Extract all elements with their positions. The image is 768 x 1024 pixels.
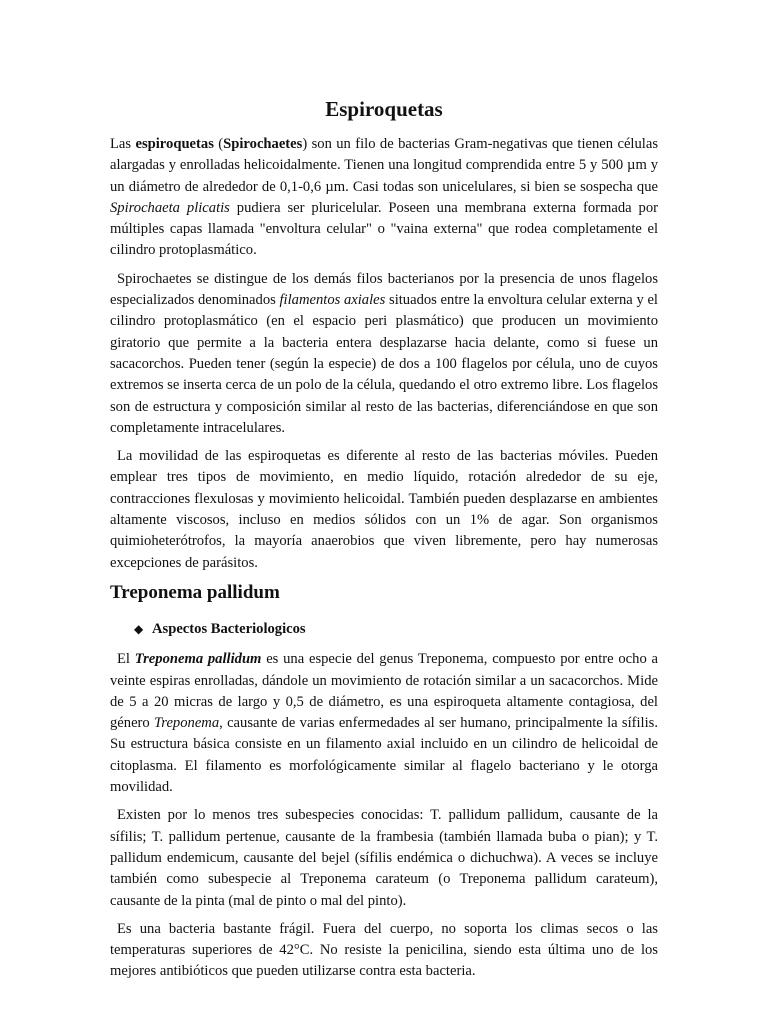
paragraph-fragility [110, 919, 658, 983]
italic-term: Treponema [154, 715, 220, 732]
text-run: pudiera ser pluricelular. Poseen una membrana externa formada por múltiples capas llamada "envoltura celular" o "vaina externa" que rodea completamente el cilindro protoplasmático. [110, 199, 658, 259]
paragraph-motility [110, 446, 658, 574]
paragraph-intro [110, 134, 658, 262]
italic-term: filamentos axiales [279, 292, 386, 309]
italic-term: Spirochaeta plicatis [110, 199, 230, 216]
document-title: Espiroquetas [325, 97, 443, 121]
section-heading: Treponema pallidum [110, 581, 280, 603]
text-run: Existen por lo menos tres subespecies conocidas: T. pallidum pallidum, causante de la sífilis; T. pallidum pertenue, causante de la frambesia (también llamada buba o pian); y T. pallidum endemicum, causante del bejel (sífilis endémica o dichuchwa). A veces se incluye también como subespecie al Treponema carateum (o Treponema pallidum carateum), causante de la pinta (mal de pinto o mal del pinto). [110, 807, 658, 909]
text-run: Spirochaetes se distingue de los demás filos bacterianos por la presencia de unos flagelos especializados denominados [110, 270, 658, 309]
text-run: Las [110, 136, 136, 152]
paragraph-subspecies [110, 805, 658, 911]
bullet-label: Aspectos Bacteriologicos [152, 620, 306, 637]
text-run: El [117, 651, 135, 668]
paragraph-treponema [110, 649, 658, 798]
text-run: situados entre la envoltura celular externa y el cilindro protoplasmático (en el espacio peri plasmático) que producen un movimiento giratorio que permite a la bacteria entera desplazarse hacia delante, como si fuese un sacacorchos. Pueden tener (según la especie) de dos a 100 flagelos por célula, uno de cuyos extremos se inserta cerca de un polo de la célula, quedando el otro extremo libre. Los flagelos son de estructura y composición similar al resto de las bacterias, diferenciándose en que son completamente intracelulares. [110, 292, 658, 436]
text-run: , causante de varias enfermedades al ser humano, principalmente la sífilis. Su estructura básica consiste en un filamento axial incluido en un cilindro de helicoidal de citoplasma. El filamento es morfológicamente similar al flagelo bacteriano y le otorga movilidad. [110, 715, 658, 796]
bold-term: Spirochaetes [223, 136, 303, 152]
diamond-icon: ◆ [134, 621, 144, 636]
text-run: ) son un filo de bacterias Gram-negativas que tienen células alargadas y enrolladas helicoidalmente. Tienen una longitud comprendida entre 5 y 500 µm y un diámetro de alrededor de 0,1-0,6 µm. Casi todas son unicelulares, si bien se sospecha que [110, 136, 658, 195]
paragraph-flagella [110, 269, 658, 439]
text-run: Es una bacteria bastante frágil. Fuera del cuerpo, no soporta los climas secos o las temperaturas superiores de 42°C. No resiste la penicilina, siendo esta última uno de los mejores antibióticos que pueden utilizarse contra esta bacteria. [110, 920, 658, 980]
bold-term: espiroquetas [135, 136, 214, 152]
bold-italic-term: Treponema pallidum [134, 651, 262, 668]
text-run: es una especie del genus Treponema, compuesto por entre ocho a veinte espiras enrolladas, dándole un movimiento de rotación similar a un sacacorchos. Mide de 5 a 20 micras de largo y 0,5 de diámetro, es una espiroqueta altamente contagiosa, del género [110, 651, 658, 732]
document-page [110, 96, 658, 990]
bullet-item [134, 619, 658, 640]
text-run: La movilidad de las espiroquetas es diferente al resto de las bacterias móviles. Pueden emplear tres tipos de movimiento, en medio líquido, rotación alrededor de su eje, contracciones flexulosas y movimiento helicoidal. También pueden desplazarse en ambientes altamente viscosos, incluso en medios sólidos con un 1% de agar. Son organismos quimioheterótrofos, la mayoría anaerobios que viven libremente, pero hay numerosas excepciones de parásitos. [110, 448, 658, 571]
text-run: ( [213, 136, 224, 152]
